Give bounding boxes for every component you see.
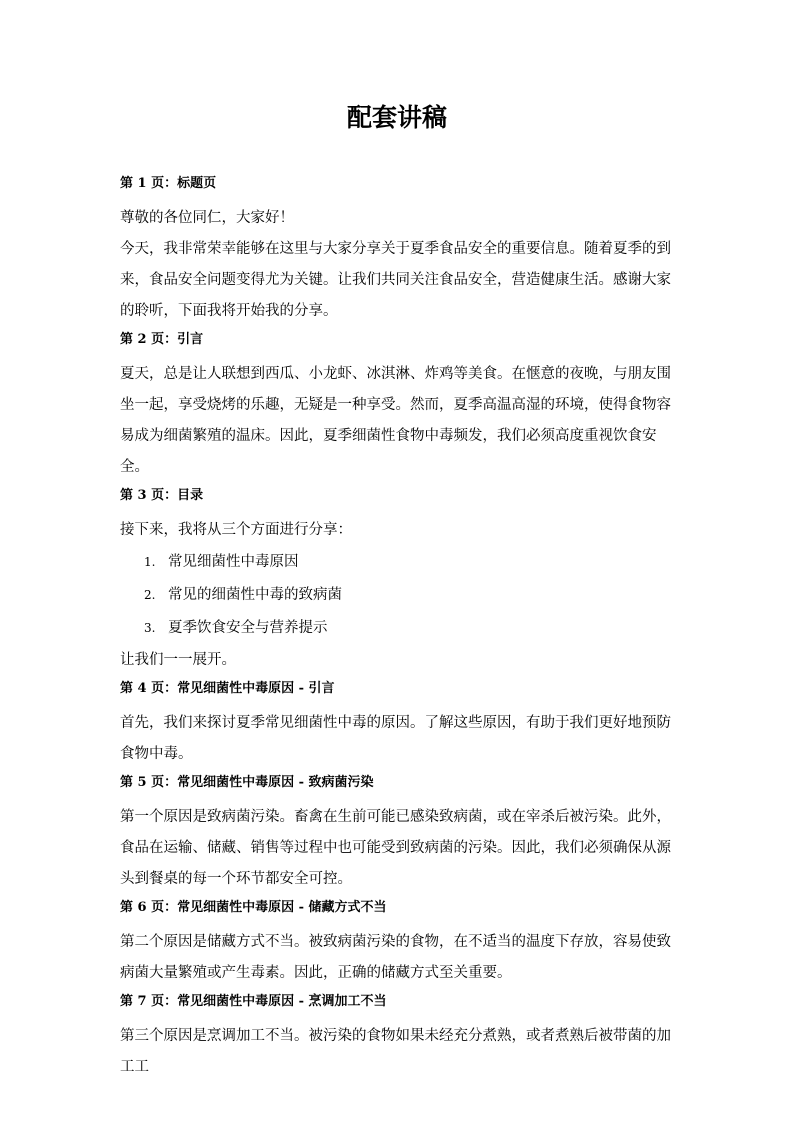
document-body xyxy=(120,172,675,1083)
toc-list xyxy=(120,546,675,645)
section-heading-1: 第 1 页：标题页 xyxy=(120,176,217,191)
section-heading-6: 第 6 页：常见细菌性中毒原因 - 储藏方式不当 xyxy=(120,900,387,915)
paragraph: 第二个原因是储藏方式不当。被致病菌污染的食物，在不适当的温度下存放，容易使致病菌大量繁殖或产生毒素。因此，正确的储藏方式至关重要。 xyxy=(120,934,671,981)
paragraph: 尊敬的各位同仁，大家好！ xyxy=(120,210,294,226)
list-item-number: 1. xyxy=(144,555,156,569)
section-heading-3: 第 3 页：目录 xyxy=(120,488,204,503)
paragraph: 第三个原因是烹调加工不当。被污染的食物如果未经充分煮熟，或者煮熟后被带菌的加工工 xyxy=(120,1028,671,1075)
paragraph: 第一个原因是致病菌污染。畜禽在生前可能已感染致病菌，或在宰杀后被污染。此外，食品在运输、储藏、销售等过程中也可能受到致病菌的污染。因此，我们必须确保从源头到餐桌的每一个环节都安全可控。 xyxy=(120,809,671,887)
paragraph: 今天，我非常荣幸能够在这里与大家分享关于夏季食品安全的重要信息。随着夏季的到来，食品安全问题变得尤为关键。让我们共同关注食品安全，营造健康生活。感谢大家的聆听，下面我将开始我的分享。 xyxy=(120,241,671,319)
section-heading-2: 第 2 页：引言 xyxy=(120,332,204,347)
list-item xyxy=(120,546,675,579)
page-title: 配套讲稿 xyxy=(346,103,447,132)
section-heading-4: 第 4 页：常见细菌性中毒原因 - 引言 xyxy=(120,681,335,696)
list-item-text: 常见细菌性中毒原因 xyxy=(168,554,299,570)
list-item-text: 常见的细菌性中毒的致病菌 xyxy=(168,587,342,603)
paragraph: 夏天，总是让人联想到西瓜、小龙虾、冰淇淋、炸鸡等美食。在惬意的夜晚，与朋友围坐一起，享受烧烤的乐趣，无疑是一种享受。然而，夏季高温高湿的环境，使得食物容易成为细菌繁殖的温床。因此，夏季细菌性食物中毒频发，我们必须高度重视饮食安全。 xyxy=(120,366,671,475)
section-heading-5: 第 5 页：常见细菌性中毒原因 - 致病菌污染 xyxy=(120,775,374,790)
list-item-text: 夏季饮食安全与营养提示 xyxy=(168,620,328,636)
paragraph: 首先，我们来探讨夏季常见细菌性中毒的原因。了解这些原因，有助于我们更好地预防食物中毒。 xyxy=(120,715,671,762)
section-heading-7: 第 7 页：常见细菌性中毒原因 - 烹调加工不当 xyxy=(120,994,387,1009)
paragraph: 让我们一一展开。 xyxy=(120,652,236,668)
list-item xyxy=(120,579,675,612)
paragraph: 接下来，我将从三个方面进行分享： xyxy=(120,522,352,538)
list-item xyxy=(120,612,675,645)
list-item-number: 2. xyxy=(144,588,156,602)
list-item-number: 3. xyxy=(144,621,156,635)
